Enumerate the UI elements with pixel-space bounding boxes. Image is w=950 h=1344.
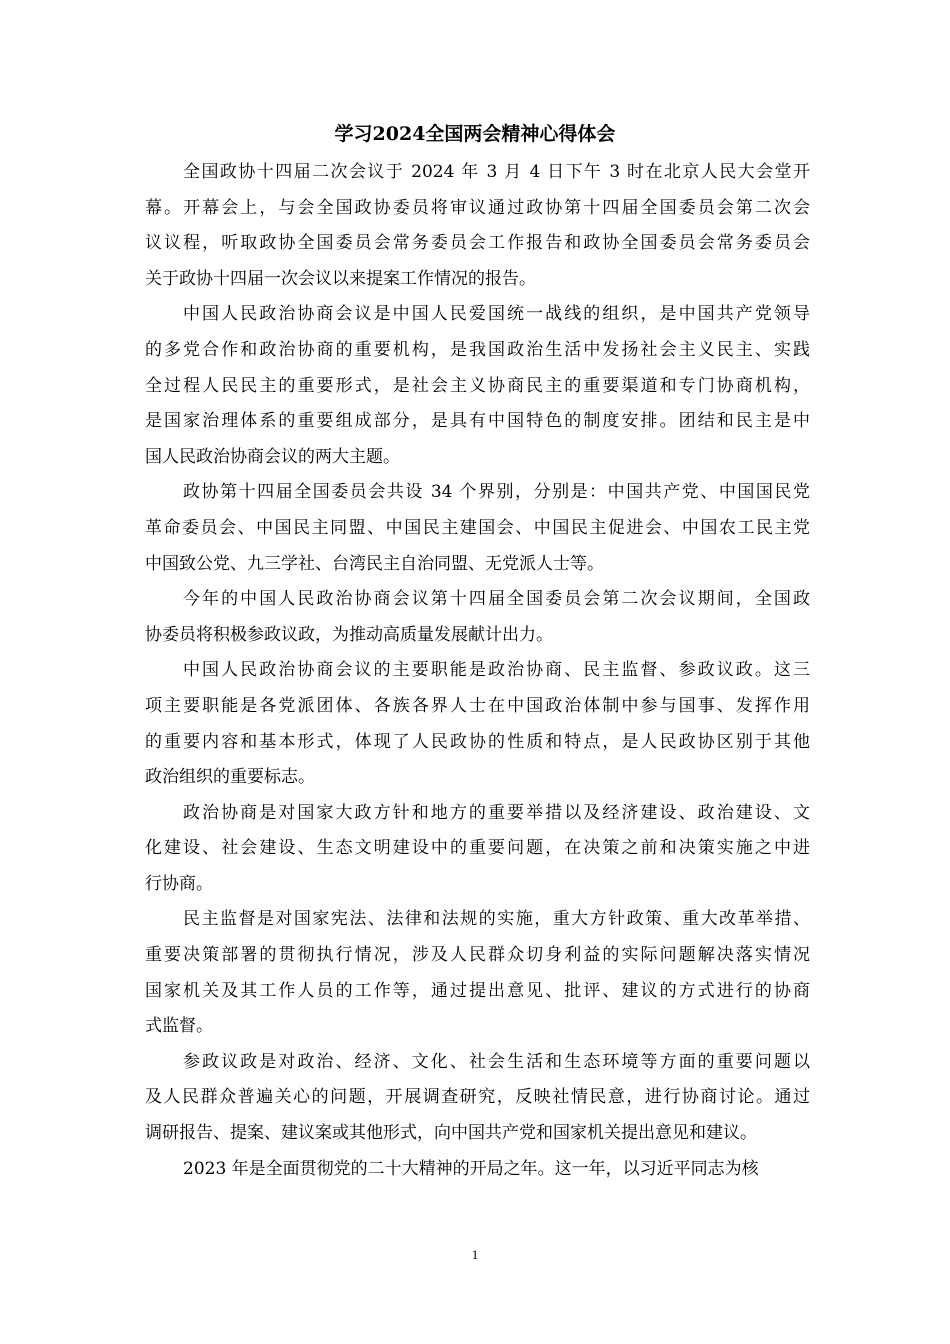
paragraph-line: 调研报告、提案、建议案或其他形式，向中国共产党和国家机关提出意见和建议。 xyxy=(145,1123,757,1144)
paragraph-line: 幕。开幕会上，与会全国政协委员将审议通过政协第十四届全国委员会第二次会 xyxy=(145,197,810,218)
paragraph xyxy=(145,902,810,1044)
paragraph-line: 的重要内容和基本形式，体现了人民政协的性质和特点，是人民政协区别于其他 xyxy=(145,731,810,752)
paragraph-line: 全国政协十四届二次会议于 2024 年 3 月 4 日下午 3 时在北京人民大会堂开 xyxy=(183,162,810,182)
paragraph-line: 中国人民政治协商会议的主要职能是政治协商、民主监督、参政议政。这三 xyxy=(183,660,810,681)
paragraph-line: 化建设、社会建设、生态文明建设中的重要问题，在决策之前和决策实施之中进 xyxy=(145,838,810,859)
paragraph-line: 政治组织的重要标志。 xyxy=(145,767,315,788)
paragraph-line: 政治协商是对国家大政方针和地方的重要举措以及经济建设、政治建设、文 xyxy=(183,802,810,823)
document-title: 学习2024全国两会精神心得体会 xyxy=(334,123,616,145)
paragraph xyxy=(145,653,810,795)
paragraph xyxy=(145,155,810,297)
paragraph-line: 政协第十四届全国委员会共设 34 个界别，分别是：中国共产党、中国国民党 xyxy=(183,482,810,503)
page-number: 1 xyxy=(471,1247,479,1262)
paragraph-line: 议议程，听取政协全国委员会常务委员会工作报告和政协全国委员会常务委员会 xyxy=(145,233,810,254)
paragraph-line: 是国家治理体系的重要组成部分，是具有中国特色的制度安排。团结和民主是中 xyxy=(145,411,810,432)
paragraph xyxy=(145,582,810,653)
paragraph-line: 及人民群众普遍关心的问题，开展调查研究，反映社情民意，进行协商讨论。通过 xyxy=(145,1087,810,1108)
paragraph-line: 国人民政治协商会议的两大主题。 xyxy=(145,446,400,467)
paragraph-line: 中国致公党、九三学社、台湾民主自治同盟、无党派人士等。 xyxy=(145,553,604,574)
paragraph-line: 关于政协十四届一次会议以来提案工作情况的报告。 xyxy=(145,268,536,289)
paragraph-line: 参政议政是对政治、经济、文化、社会生活和生态环境等方面的重要问题以 xyxy=(183,1051,810,1072)
paragraph-line: 革命委员会、中国民主同盟、中国民主建国会、中国民主促进会、中国农工民主党 xyxy=(145,517,810,538)
paragraph-line: 2023 年是全面贯彻党的二十大精神的开局之年。这一年，以习近平同志为核 xyxy=(183,1158,759,1179)
paragraph xyxy=(145,297,810,475)
paragraph-line: 重要决策部署的贯彻执行情况，涉及人民群众切身利益的实际问题解决落实情况 xyxy=(145,945,810,966)
paragraph xyxy=(145,475,810,582)
paragraph-line: 协委员将积极参政议政，为推动高质量发展献计出力。 xyxy=(145,624,553,645)
paragraph-line: 行协商。 xyxy=(145,873,213,894)
paragraph-line: 民主监督是对国家宪法、法律和法规的实施，重大方针政策、重大改革举措、 xyxy=(183,909,810,930)
paragraph-line: 今年的中国人民政治协商会议第十四届全国委员会第二次会议期间，全国政 xyxy=(183,589,810,610)
paragraph-line: 全过程人民民主的重要形式，是社会主义协商民主的重要渠道和专门协商机构， xyxy=(145,375,810,396)
paragraph xyxy=(145,1152,810,1188)
paragraph-line: 式监督。 xyxy=(145,1016,213,1037)
document-body xyxy=(145,155,810,1187)
paragraph xyxy=(145,796,810,903)
paragraph-line: 国家机关及其工作人员的工作等，通过提出意见、批评、建议的方式进行的协商 xyxy=(145,980,810,1001)
paragraph xyxy=(145,1045,810,1152)
paragraph-line: 项主要职能是各党派团体、各族各界人士在中国政治体制中参与国事、发挥作用 xyxy=(145,695,810,716)
paragraph-line: 中国人民政治协商会议是中国人民爱国统一战线的组织，是中国共产党领导 xyxy=(183,304,810,325)
paragraph-line: 的多党合作和政治协商的重要机构，是我国政治生活中发扬社会主义民主、实践 xyxy=(145,339,810,360)
